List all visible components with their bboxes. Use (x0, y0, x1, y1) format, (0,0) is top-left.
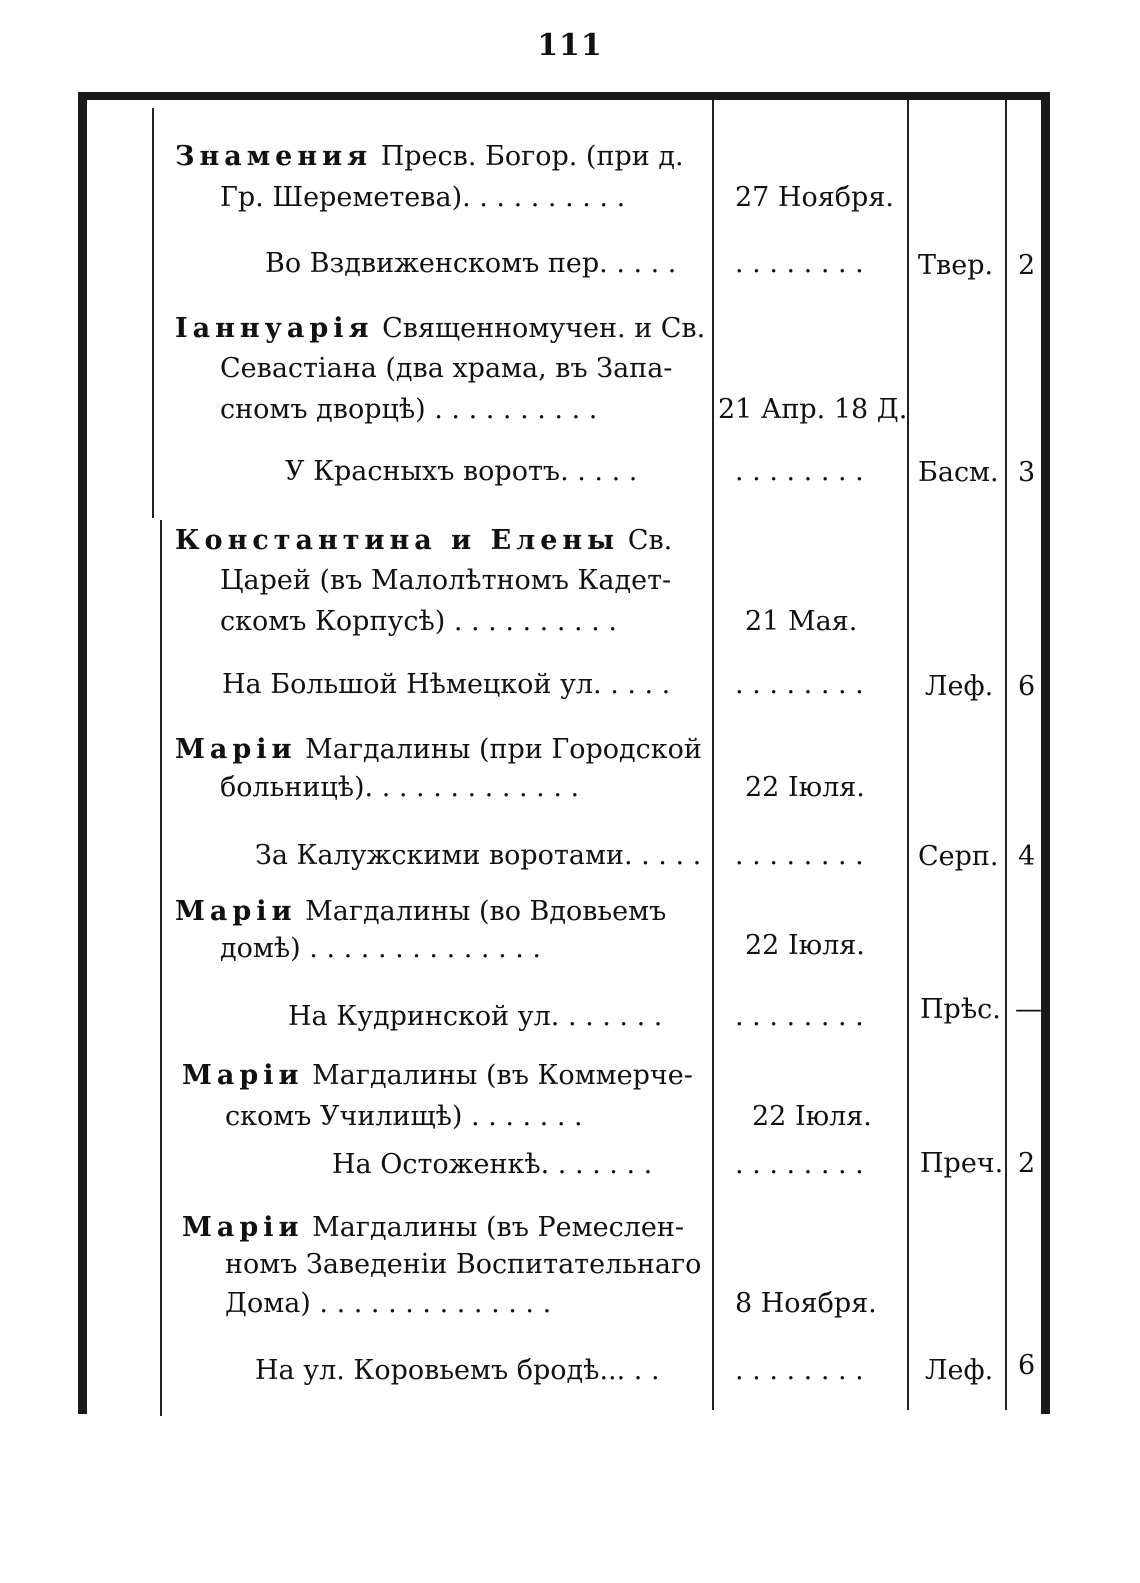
feast-date: 21 Апр. 18 Д. (718, 394, 908, 425)
church-name-line: Знамения Пресв. Богор. (при д. (175, 141, 684, 172)
city-part: Басм. (918, 457, 999, 488)
column-divider (160, 520, 162, 1416)
dot-leader: . . . . . . . . (735, 248, 864, 279)
dot-leader: . . . . . . . . (735, 669, 864, 700)
feast-date: 8 Ноября. (735, 1288, 877, 1319)
location: На Большой Нѣмецкой ул. . . . . (222, 669, 671, 700)
city-part: Прѣс. (920, 994, 1001, 1025)
church-name-line: Маріи Магдалины (при Городской (175, 734, 702, 765)
church-name-line: Маріи Магдалины (во Вдовьемъ (175, 896, 667, 927)
quarter-number: 2 (1018, 250, 1036, 281)
church-dedication: Маріи (182, 1212, 304, 1243)
church-name-line: Севастіана (два храма, въ Запа- (220, 353, 673, 384)
church-dedication: Константина и Елены (175, 525, 620, 556)
feast-date: 27 Ноября. (735, 182, 894, 213)
dot-leader: . . . . . . . . (735, 1355, 864, 1386)
column-divider (907, 100, 909, 1410)
location: За Калужскими воротами. . . . . (255, 840, 702, 871)
church-name-line: Царей (въ Малолѣтномъ Кадет- (220, 565, 672, 596)
location: У Красныхъ воротъ. . . . . (285, 456, 638, 487)
city-part: Леф. (925, 1355, 994, 1386)
church-dedication: Іаннуарія (175, 313, 374, 344)
city-part: Леф. (925, 671, 994, 702)
church-name-line: скомъ Училищѣ) . . . . . . . (225, 1101, 583, 1132)
church-name-line: Константина и Елены Св. (175, 525, 673, 556)
feast-date: 22 Іюля. (745, 772, 865, 803)
church-dedication: Маріи (182, 1060, 304, 1091)
quarter-number: — (1015, 994, 1042, 1025)
column-divider (152, 108, 154, 518)
quarter-number: 6 (1018, 1350, 1036, 1381)
church-name-line: Маріи Магдалины (въ Коммерче- (182, 1060, 693, 1091)
city-part: Серп. (918, 841, 999, 872)
quarter-number: 3 (1018, 457, 1036, 488)
location: На Кудринской ул. . . . . . . (288, 1001, 663, 1032)
church-dedication: Маріи (175, 734, 297, 765)
location: На ул. Коровьемъ бродѣ... . . (255, 1355, 660, 1386)
column-divider (712, 100, 714, 1410)
quarter-number: 4 (1018, 841, 1036, 872)
church-name-line: Маріи Магдалины (въ Ремеслен- (182, 1212, 684, 1243)
church-name-line: номъ Заведеніи Воспитательнаго (225, 1249, 702, 1280)
dot-leader: . . . . . . . . (735, 1001, 864, 1032)
dot-leader: . . . . . . . . (735, 1149, 864, 1180)
dot-leader: . . . . . . . . (735, 456, 864, 487)
quarter-number: 2 (1018, 1148, 1036, 1179)
church-name-line: больницѣ). . . . . . . . . . . . . (220, 772, 580, 803)
city-part: Преч. (920, 1148, 1004, 1179)
church-name-line: Гр. Шереметева). . . . . . . . . . (220, 182, 626, 213)
dot-leader: . . . . . . . . (735, 840, 864, 871)
quarter-number: 6 (1018, 671, 1036, 702)
column-divider (1005, 100, 1007, 1410)
church-dedication: Маріи (175, 896, 297, 927)
church-name-line: сномъ дворцѣ) . . . . . . . . . . (220, 394, 598, 425)
church-name-line: Іаннуарія Священномучен. и Св. (175, 313, 706, 344)
location: Во Вздвиженскомъ пер. . . . . (265, 248, 677, 279)
city-part: Твер. (918, 250, 994, 281)
feast-date: 22 Іюля. (752, 1101, 872, 1132)
church-name-line: Дома) . . . . . . . . . . . . . . (225, 1288, 552, 1319)
church-name-line: скомъ Корпусѣ) . . . . . . . . . . (220, 606, 617, 637)
feast-date: 22 Іюля. (745, 930, 865, 961)
location: На Остоженкѣ. . . . . . . (332, 1149, 653, 1180)
church-name-line: домѣ) . . . . . . . . . . . . . . (220, 933, 542, 964)
feast-date: 21 Мая. (745, 606, 858, 637)
page-number: 111 (537, 28, 603, 63)
church-dedication: Знамения (175, 141, 373, 172)
